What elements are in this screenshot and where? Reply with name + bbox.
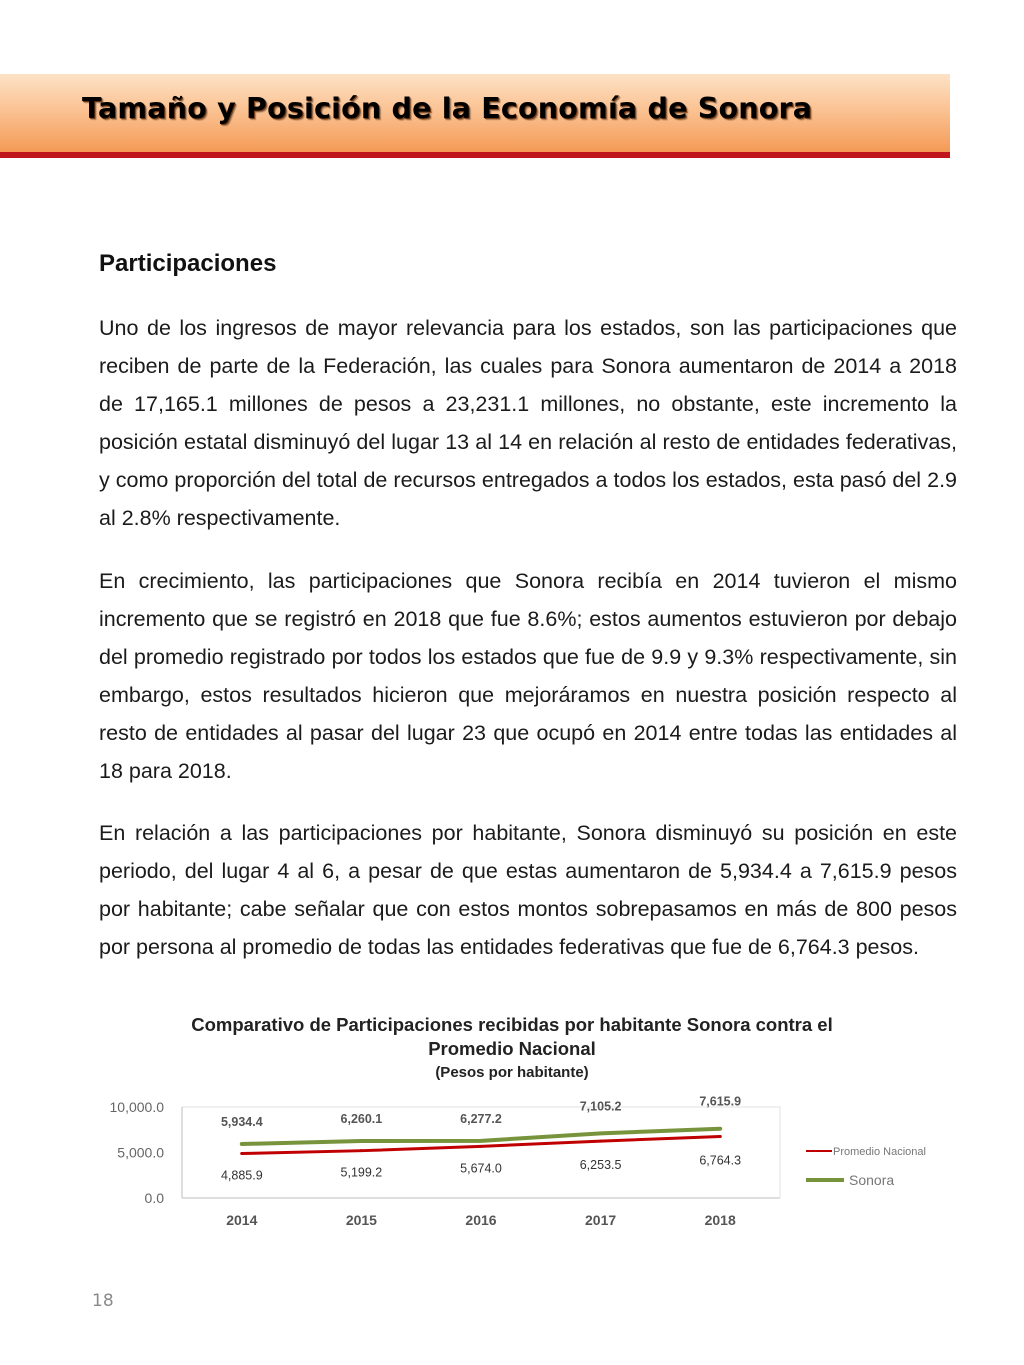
legend-label-sonora: Sonora xyxy=(849,1172,895,1188)
paragraph-1: Uno de los ingresos de mayor relevancia para los estados, son las participaciones que reciben de parte de la Federación, las cuales para Sonora aumentaron de 2014 a 2018 de 17,165.1 millones de pesos a 23,231.1 millones, no obstante, este incremento la posición estatal disminuyó del lugar 13 al 14 en relación al resto de entidades federativas, y como proporción del total de recursos entregados a todos los estados, esta pasó del 2.9 al 2.8% respectivamente. xyxy=(99,316,957,530)
x-tick-label: 2016 xyxy=(465,1212,497,1228)
data-point-sonora xyxy=(480,1139,483,1142)
y-tick-label: 5,000.0 xyxy=(117,1144,164,1161)
data-label-promedio-nacional: 4,885.9 xyxy=(220,1168,263,1183)
data-label-sonora: 7,105.2 xyxy=(579,1099,622,1114)
data-point-sonora xyxy=(599,1132,602,1135)
data-label-promedio-nacional: 5,674.0 xyxy=(460,1161,502,1176)
chart-title: Comparativo de Participaciones recibidas por habitante Sonora contra el Promedio Nacional xyxy=(191,1014,833,1059)
data-point-promedio-nacional xyxy=(719,1135,722,1138)
data-point-promedio-nacional xyxy=(240,1152,243,1155)
data-point-sonora xyxy=(360,1140,363,1143)
data-label-promedio-nacional: 6,764.3 xyxy=(699,1153,742,1168)
data-label-promedio-nacional: 5,199.2 xyxy=(340,1165,383,1180)
x-tick-label: 2015 xyxy=(345,1212,377,1228)
data-label-sonora: 6,260.1 xyxy=(340,1112,383,1127)
data-label-sonora: 5,934.4 xyxy=(220,1114,263,1129)
chart-subtitle: (Pesos por habitante) xyxy=(435,1064,589,1081)
paragraph-3: En relación a las participaciones por habitante, Sonora disminuyó su posición en este periodo, del lugar 4 al 6, a pesar de que estas aumentaron de 5,934.4 a 7,615.9 pesos por habitante; cabe señalar que con estos montos sobrepasamos en más de 800 pesos por persona al promedio de todas las entidades federativas que fue de 6,764.3 pesos. xyxy=(99,821,957,959)
data-point-sonora xyxy=(719,1127,722,1130)
section-heading: Participaciones xyxy=(99,250,277,277)
x-tick-label: 2014 xyxy=(226,1212,258,1228)
y-tick-label: 10,000.0 xyxy=(109,1099,164,1115)
data-point-promedio-nacional xyxy=(599,1140,602,1143)
y-tick-label: 0.0 xyxy=(144,1190,164,1206)
data-point-promedio-nacional xyxy=(360,1149,363,1152)
page-number: 18 xyxy=(92,1291,114,1311)
data-label-promedio-nacional: 6,253.5 xyxy=(579,1158,622,1173)
data-point-promedio-nacional xyxy=(480,1145,483,1148)
x-tick-label: 2018 xyxy=(704,1212,736,1228)
data-point-sonora xyxy=(240,1142,243,1145)
paragraph-2: En crecimiento, las participaciones que Sonora recibía en 2014 tuvieron el mismo incremento que se registró en 2018 que fue 8.6%; estos aumentos estuvieron por debajo del promedio registrado por todos los estados que fue de 9.9 y 9.3% respectivamente, sin embargo, estos resultados hicieron que mejoráramos en nuestra posición respecto al resto de entidades al pasar del lugar 23 que ocupó en 2014 entre todas las entidades al 18 para 2018. xyxy=(99,569,957,783)
data-label-sonora: 7,615.9 xyxy=(699,1094,742,1109)
legend-label-promedio-nacional: Promedio Nacional xyxy=(833,1146,926,1158)
x-tick-label: 2017 xyxy=(585,1212,617,1228)
data-label-sonora: 6,277.2 xyxy=(460,1111,502,1126)
page-title: Tamaño y Posición de la Economía de Sonora xyxy=(82,92,813,125)
